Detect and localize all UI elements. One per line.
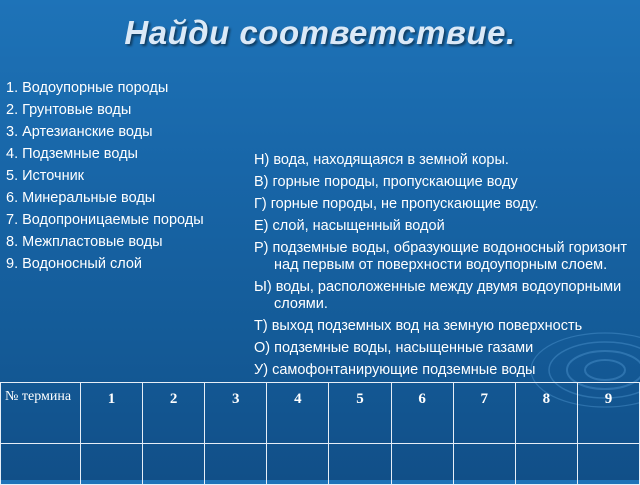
definition-item: Р) подземные воды, образующие водоносный горизонт над первым от поверхности водоупорным слоем.: [254, 240, 628, 273]
term-item: 6. Минеральные воды: [6, 190, 156, 206]
term-number-cell: 5: [329, 383, 391, 444]
definition-item: Н) вода, находящаяся в земной коры.: [254, 152, 509, 168]
term-number-cell: 4: [267, 383, 329, 444]
answer-cell[interactable]: [1, 444, 81, 485]
answer-cell[interactable]: [267, 444, 329, 485]
definition-item: О) подземные воды, насыщенные газами: [254, 340, 534, 356]
page-title: Найди соответствие.: [124, 14, 516, 51]
definition-item: Ы) воды, расположенные между двумя водоупорными слоями.: [254, 279, 622, 312]
term-number-cell: 9: [577, 383, 639, 444]
term-item: 7. Водопроницаемые породы: [6, 212, 204, 228]
answer-cell[interactable]: [205, 444, 267, 485]
term-item: 4. Подземные воды: [6, 146, 138, 162]
term-number-cell: 3: [205, 383, 267, 444]
answer-cell[interactable]: [515, 444, 577, 485]
answer-cell[interactable]: [391, 444, 453, 485]
term-item: 8. Межпластовые воды: [6, 234, 163, 250]
table-answer-row: [1, 444, 640, 485]
definition-item: Е) слой, насыщенный водой: [254, 218, 445, 234]
term-item: 1. Водоупорные породы: [6, 80, 169, 96]
term-item: 3. Артезианские воды: [6, 124, 153, 140]
table-header-row: [1, 383, 640, 444]
answer-table: [0, 382, 640, 485]
term-number-header: № термина: [1, 383, 81, 444]
definition-item: Т) выход подземных вод на земную поверхность: [254, 318, 583, 334]
term-number-cell: 8: [515, 383, 577, 444]
answer-cell[interactable]: [81, 444, 143, 485]
terms-list: [6, 80, 246, 278]
term-item: 5. Источник: [6, 168, 85, 184]
definitions-list: [254, 152, 630, 384]
term-number-cell: 1: [81, 383, 143, 444]
answer-cell[interactable]: [453, 444, 515, 485]
answer-cell[interactable]: [577, 444, 639, 485]
term-number-cell: 6: [391, 383, 453, 444]
definition-item: В) горные породы, пропускающие воду: [254, 174, 518, 190]
answer-cell[interactable]: [143, 444, 205, 485]
term-number-cell: 7: [453, 383, 515, 444]
definition-item: Г) горные породы, не пропускающие воду.: [254, 196, 539, 212]
term-item: 9. Водоносный слой: [6, 256, 142, 272]
definition-item: У) самофонтанирующие подземные воды: [254, 362, 536, 378]
answer-cell[interactable]: [329, 444, 391, 485]
term-number-cell: 2: [143, 383, 205, 444]
term-item: 2. Грунтовые воды: [6, 102, 132, 118]
